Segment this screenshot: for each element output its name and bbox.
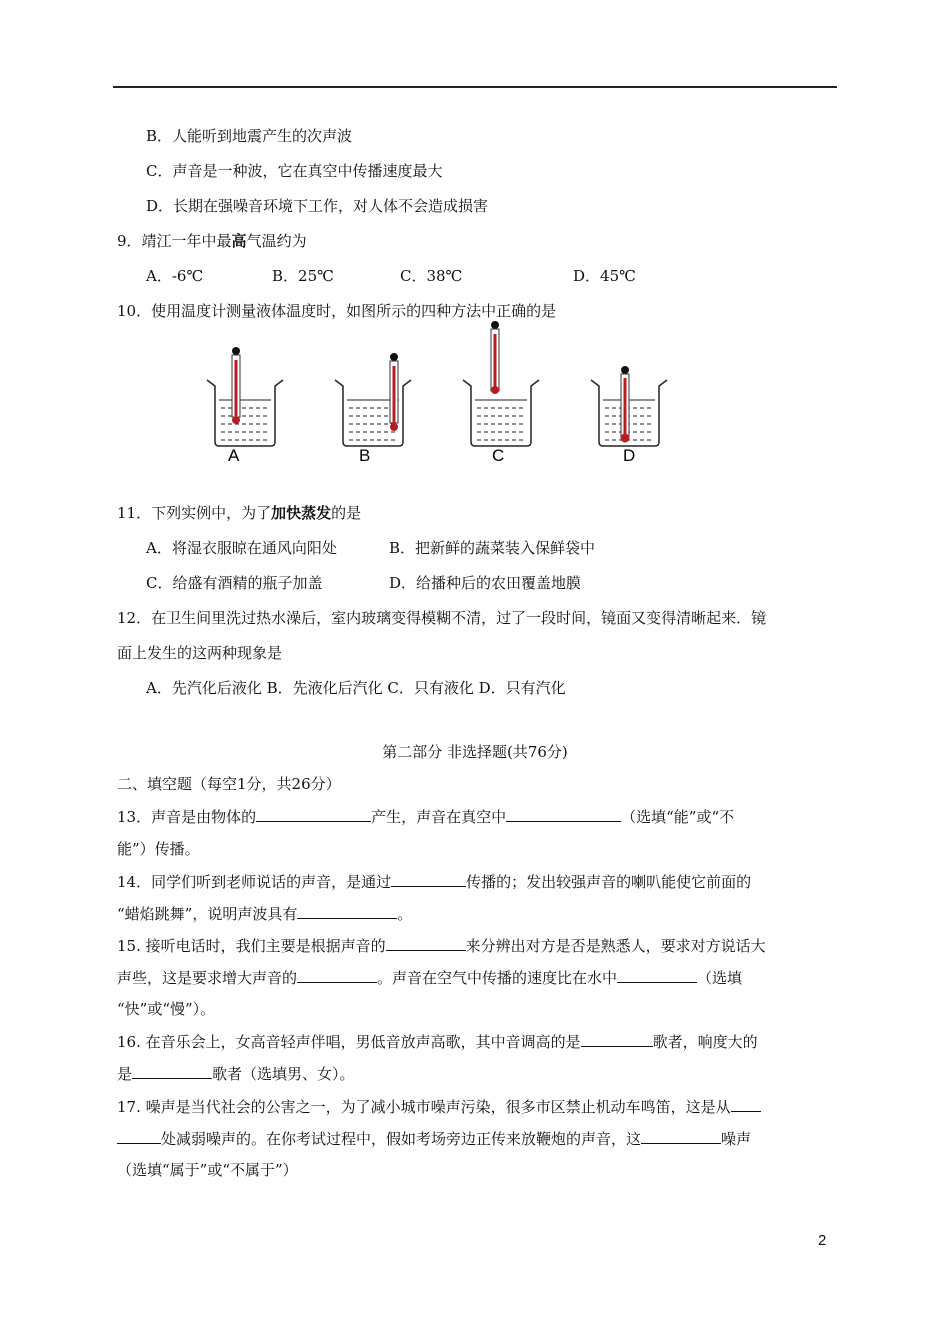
q17-blank-1b[interactable]	[117, 1128, 161, 1144]
q11-option-a: A．将湿衣服晾在通风向阳处	[146, 539, 337, 557]
q11-option-d: D．给播种后的农田覆盖地膜	[389, 574, 582, 592]
fig-label-b: B	[359, 446, 371, 465]
q12-stem-line1: 12．在卫生间里洗过热水澡后，室内玻璃变得模糊不清，过了一段时间，镜面又变得清晰起来．镜	[117, 609, 767, 627]
q9-option-c: C．38℃	[400, 267, 463, 285]
q11-option-c: C．给盛有酒精的瓶子加盖	[146, 574, 323, 592]
q15-blank-3[interactable]	[617, 967, 697, 983]
q9-option-b: B．25℃	[272, 267, 334, 285]
q11-stem: 11．下列实例中，为了加快蒸发的是	[117, 504, 362, 522]
q14-blank-1[interactable]	[391, 871, 466, 887]
q16-line2: 是 歌者（选填男、女）。	[117, 1065, 355, 1083]
q9-option-d: D．45℃	[573, 267, 636, 285]
q15-line3: “快”或“慢”）。	[117, 1000, 216, 1018]
q16-line1: 16. 在音乐会上，女高音轻声伴唱，男低音放声高歌，其中音调高的是 歌者，响度大的	[117, 1033, 758, 1051]
fig-label-c: C	[492, 446, 505, 465]
header-rule	[113, 86, 837, 88]
fig-label-a: A	[228, 446, 240, 465]
q15-line1: 15. 接听电话时，我们主要是根据声音的 来分辨出对方是否是熟悉人，要求对方说话大	[117, 937, 766, 955]
q13-blank-2[interactable]	[506, 806, 621, 822]
thermometer-figure	[195, 320, 675, 470]
q15-line2: 声些，这是要求增大声音的 。声音在空气中传播的速度比在水中 （选填	[117, 969, 743, 987]
q14-blank-2[interactable]	[297, 903, 397, 919]
beaker-a	[207, 347, 283, 446]
q14-line1: 14．同学们听到老师说话的声音，是通过 传播的；发出较强声音的喇叭能使它前面的	[117, 873, 752, 891]
q9-option-a: A．-6℃	[146, 267, 204, 285]
q8-option-c: C．声音是一种波，它在真空中传播速度最大	[146, 162, 443, 180]
q13-line1: 13．声音是由物体的 产生，声音在真空中 （选填“能”或“不	[117, 808, 735, 826]
page-number: 2	[818, 1232, 827, 1249]
q17-line3: （选填“属于”或“不属于”）	[117, 1161, 298, 1179]
beaker-c	[463, 321, 539, 446]
q16-blank-2[interactable]	[132, 1063, 212, 1079]
part2-title: 第二部分 非选择题(共76分)	[382, 743, 568, 761]
q17-blank-1a[interactable]	[731, 1096, 761, 1112]
q12-options: A．先汽化后液化 B．先液化后汽化 C．只有液化 D．只有汽化	[146, 679, 566, 697]
q17-blank-2[interactable]	[641, 1128, 721, 1144]
q9-stem: 9．靖江一年中最高气温约为	[117, 232, 307, 250]
q13-blank-1[interactable]	[256, 806, 371, 822]
q15-blank-2[interactable]	[297, 967, 377, 983]
q17-line2: 处减弱噪声的。在你考试过程中，假如考场旁边正传来放鞭炮的声音，这 噪声	[117, 1128, 751, 1149]
section-heading: 二、填空题（每空1分，共26分）	[117, 775, 341, 793]
q15-blank-1[interactable]	[386, 935, 466, 951]
fig-label-d: D	[623, 446, 636, 465]
q10-stem: 10．使用温度计测量液体温度时，如图所示的四种方法中正确的是	[117, 302, 557, 320]
q8-option-b: B．人能听到地震产生的次声波	[146, 127, 353, 145]
q11-option-b: B．把新鲜的蔬菜装入保鲜袋中	[389, 539, 596, 557]
beaker-d	[591, 366, 667, 446]
q13-line2: 能”）传播。	[117, 840, 200, 858]
q14-line2: “蜡焰跳舞”，说明声波具有 。	[117, 905, 413, 923]
q17-line1: 17. 噪声是当代社会的公害之一，为了减小城市噪声污染，很多市区禁止机动车鸣笛，这是从	[117, 1096, 761, 1117]
beaker-b	[335, 353, 411, 446]
q16-blank-1[interactable]	[581, 1031, 653, 1047]
q12-stem-line2: 面上发生的这两种现象是	[117, 644, 283, 662]
q8-option-d: D．长期在强噪音环境下工作，对人体不会造成损害	[146, 197, 489, 215]
